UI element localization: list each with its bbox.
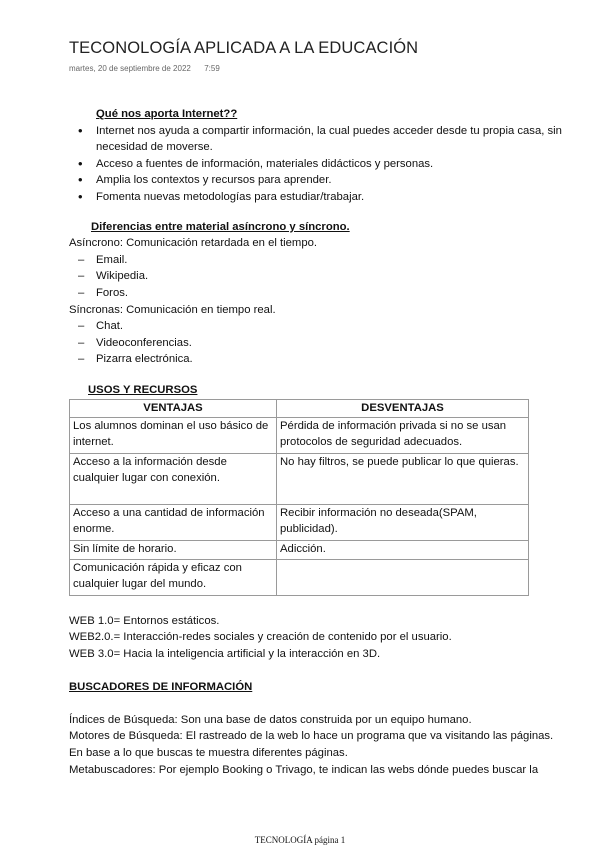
async-label: Asíncrono: Comunicación retardada en el tiempo. [69, 237, 318, 250]
uses-heading: USOS Y RECURSOS [88, 383, 198, 396]
sync-list [69, 318, 594, 368]
page-footer: TECNOLOGÍA página 1 [254, 835, 346, 845]
table-cell [277, 559, 529, 595]
list-item: – Wikipedia. [96, 268, 594, 285]
table-row [70, 417, 529, 453]
web-line: WEB2.0.= Interacción-redes sociales y creación de contenido por el usuario. [69, 631, 452, 644]
time-text: 7:59 [204, 64, 220, 73]
async-list [69, 252, 594, 302]
table-cell: Acceso a una cantidad de información enorme. [70, 504, 277, 540]
table-row [70, 559, 529, 595]
internet-bullet-list [69, 123, 594, 206]
table-cell: Comunicación rápida y eficaz con cualquier lugar del mundo. [70, 559, 277, 595]
table-cell: No hay filtros, se puede publicar lo que quieras. [277, 453, 529, 504]
list-item: • Fomenta nuevas metodologías para estudiar/trabajar. [96, 189, 594, 206]
note-body [69, 106, 594, 778]
column-header-desventajas: DESVENTAJAS [277, 399, 529, 417]
table-row [70, 504, 529, 540]
table-header-row [70, 399, 529, 417]
list-item: • Amplia los contextos y recursos para aprender. [96, 172, 594, 189]
search-line: Metabuscadores: Por ejemplo Booking o Trivago, te indican las webs dónde puedes buscar la [69, 763, 539, 776]
table-row [70, 453, 529, 504]
advantages-table [69, 399, 529, 596]
table-cell: Acceso a la información desde cualquier lugar con conexión. [70, 453, 277, 504]
list-item: – Foros. [96, 285, 594, 302]
page-date [69, 64, 220, 73]
list-item: • Acceso a fuentes de información, materiales didácticos y personas. [96, 156, 594, 173]
web-line: WEB 3.0= Hacia la inteligencia artificial y la interacción en 3D. [69, 647, 381, 660]
search-heading: BUSCADORES DE INFORMACIÓN [69, 681, 253, 694]
list-item: – Chat. [96, 318, 594, 335]
table-cell: Los alumnos dominan el uso básico de internet. [70, 417, 277, 453]
search-line: Índices de Búsqueda: Son una base de datos construida por un equipo humano. [69, 713, 472, 726]
sync-label: Síncronas: Comunicación en tiempo real. [69, 303, 276, 316]
table-cell: Recibir información no deseada(SPAM, publicidad). [277, 504, 529, 540]
web-line: WEB 1.0= Entornos estáticos. [69, 614, 220, 627]
column-header-ventajas: VENTAJAS [70, 399, 277, 417]
list-item: – Email. [96, 252, 594, 269]
list-item: – Pizarra electrónica. [96, 351, 594, 368]
internet-heading: Qué nos aporta Internet?? [96, 108, 238, 120]
list-item: – Videoconferencias. [96, 335, 594, 352]
search-line: Motores de Búsqueda: El rastreado de la web lo hace un programa que va visitando las páginas. [69, 730, 554, 743]
table-cell: Sin límite de horario. [70, 540, 277, 559]
search-line: En base a lo que buscas te muestra diferentes páginas. [69, 747, 348, 760]
table-row [70, 540, 529, 559]
differences-heading: Diferencias entre material asíncrono y síncrono. [91, 220, 350, 233]
date-text: martes, 20 de septiembre de 2022 [69, 64, 191, 73]
page-title: TECONOLOGÍA APLICADA A LA EDUCACIÓN [69, 39, 419, 57]
table-cell: Adicción. [277, 540, 529, 559]
table-cell: Pérdida de información privada si no se usan protocolos de seguridad adecuados. [277, 417, 529, 453]
list-item: • Internet nos ayuda a compartir información, la cual puedes acceder desde tu propia casa, sin necesidad de moverse. [96, 123, 594, 156]
